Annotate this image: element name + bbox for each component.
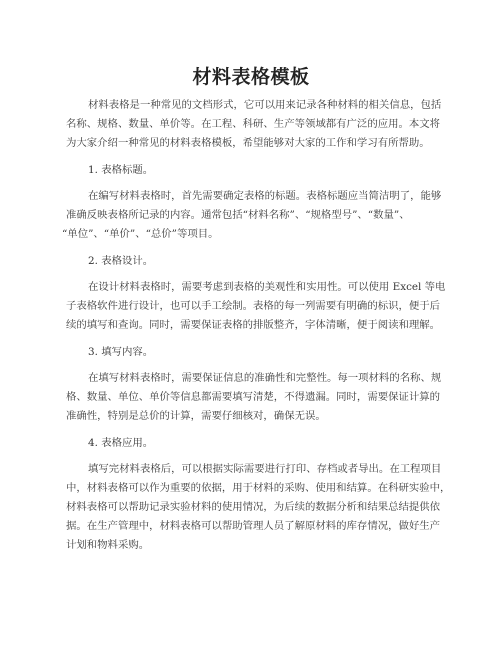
section-line: 准确反映表格所记录的内容。通常包括“材料名称”、“规格型号”、“数量”、 <box>66 209 410 221</box>
section-heading: 1. 表格标题。 <box>88 164 154 176</box>
section-heading: 2. 表格设计。 <box>88 255 154 267</box>
section-line: 中，材料表格可以作为重要的依据，用于材料的采购、使用和结算。在科研实验中， <box>66 482 451 494</box>
section-line: 材料表格可以帮助记录实验材料的使用情况，为后续的数据分析和结果总结提供依 <box>66 501 441 513</box>
intro-line: 名称、规格、数量、单价等。在工程、科研、生产等领域都有广泛的应用。本文将 <box>66 118 441 130</box>
section-line: 填写完材料表格后，可以根据实际需要进行打印、存档或者导出。在工程项目 <box>88 463 442 475</box>
section-line: 格、数量、单位、单价等信息都需要填写清楚，不得遗漏。同时，需要保证计算的 <box>66 391 441 403</box>
intro-line: 为大家介绍一种常见的材料表格模板，希望能够对大家的工作和学习有所帮助。 <box>66 137 430 149</box>
section-heading: 3. 填写内容。 <box>88 346 154 358</box>
document-title: 材料表格模板 <box>192 66 310 88</box>
section-line: 在编写材料表格时，首先需要确定表格的标题。表格标题应当简洁明了，能够 <box>88 190 442 202</box>
section-line: 续的填写和查询。同时，需要保证表格的排版整齐，字体清晰，便于阅读和理解。 <box>66 319 441 331</box>
section-heading: 4. 表格应用。 <box>88 437 154 449</box>
section-line: “单位”、“单价”、“总价”等项目。 <box>62 228 219 240</box>
intro-line: 材料表格是一种常见的文档形式，它可以用来记录各种材料的相关信息，包括 <box>88 99 442 111</box>
section-line: 在填写材料表格时，需要保证信息的准确性和完整性。每一项材料的名称、规 <box>88 372 442 384</box>
section-line: 在设计材料表格时，需要考虑到表格的美观性和实用性。可以使用 Excel 等电 <box>88 281 446 293</box>
section-line: 子表格软件进行设计，也可以手工绘制。表格的每一列需要有明确的标识，便于后 <box>66 300 441 312</box>
section-line: 计划和物料采购。 <box>66 539 150 551</box>
section-line: 据。在生产管理中，材料表格可以帮助管理人员了解原材料的库存情况，做好生产 <box>66 520 441 532</box>
section-line: 准确性，特别是总价的计算，需要仔细核对，确保无误。 <box>66 410 326 422</box>
